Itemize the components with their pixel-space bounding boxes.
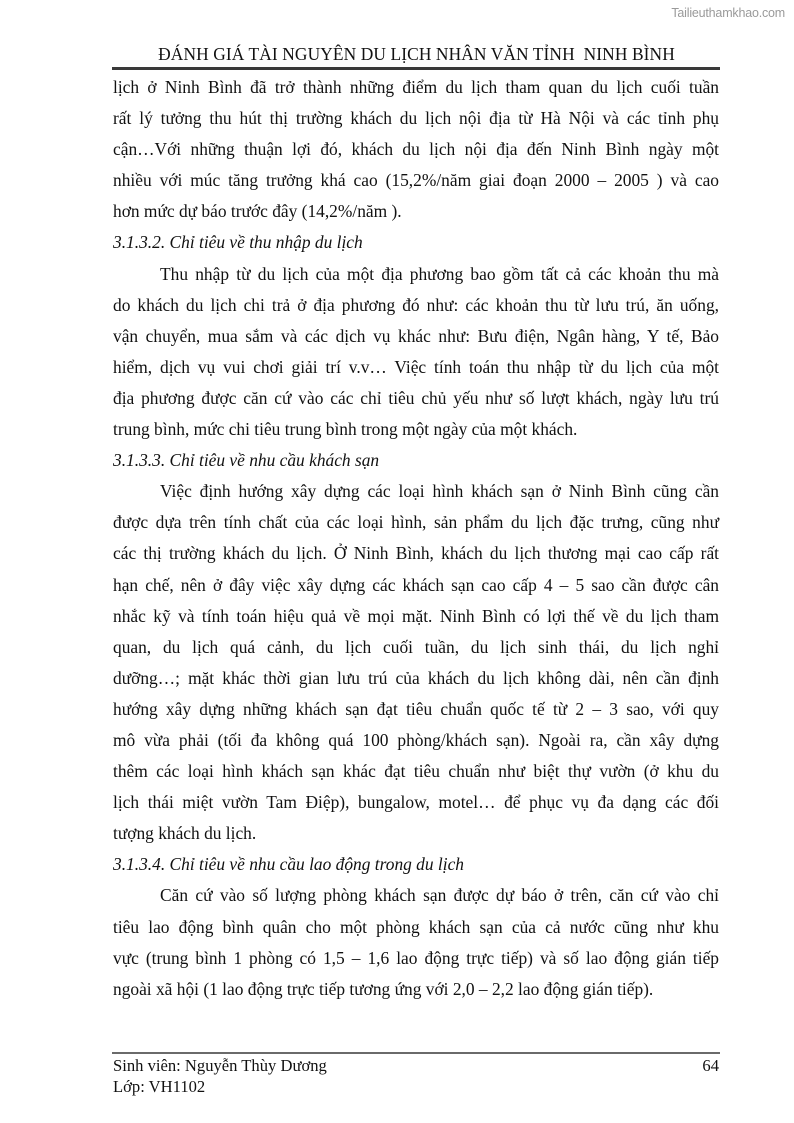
text-line: Việc định hướng xây dựng các loại hình khách sạn ở Ninh Bình cũng cần xyxy=(160,481,719,502)
text-line: các thị trường khách du lịch. Ở Ninh Bình, khách du lịch thương mại cao cấp rất xyxy=(113,543,719,564)
section-heading: 3.1.3.3. Chỉ tiêu về nhu cầu khách sạn xyxy=(113,450,380,471)
text-line: thêm các loại hình khách sạn khác đạt tiêu chuẩn như biệt thự vườn (ở khu du xyxy=(113,761,719,782)
text-line: dưỡng…; mặt khác thời gian lưu trú của khách du lịch không dài, nên cần định xyxy=(113,667,719,688)
text-line: mô vừa phải (tối đa không quá 100 phòng/khách sạn). Ngoài ra, cần xây dựng xyxy=(113,729,719,750)
text-line: rất lý tưởng thu hút thị trường khách du lịch nội địa từ Hà Nội và các tỉnh phụ xyxy=(113,108,719,129)
text-line: do khách du lịch chi trả ở địa phương đó như: các khoản thu từ lưu trú, ăn uống, xyxy=(113,294,719,315)
text-line: tượng khách du lịch. xyxy=(113,823,257,844)
section-income xyxy=(113,227,719,445)
text-line: nhắc kỹ và tính toán hiệu quả về mọi mặt. Ninh Bình có lợi thế về du lịch tham xyxy=(113,605,719,626)
text-line: được dựa trên tính chất của các loại hình, sản phẩm du lịch đặc trưng, cũng như xyxy=(113,512,719,533)
text-line: tiêu lao động bình quân cho một phòng khách sạn của cả nước cũng như khu xyxy=(113,916,719,937)
text-line: hạn chế, nên ở đây việc xây dựng các khách sạn cao cấp 4 – 5 sao cần được cân xyxy=(113,574,719,595)
text-line: hơn mức dự báo trước đây (14,2%/năm ). xyxy=(113,201,402,222)
text-line: vận chuyển, mua sắm và các dịch vụ khác như: Bưu điện, Ngân hàng, Y tế, Bảo xyxy=(113,325,719,346)
page-number: 64 xyxy=(702,1056,719,1075)
text-line: quan, du lịch quá cảnh, du lịch cuối tuần, du lịch sinh thái, du lịch nghỉ xyxy=(113,636,719,657)
text-line: trung bình, mức chi tiêu trung bình trong một ngày của một khách. xyxy=(113,419,578,440)
text-line: lịch ở Ninh Bình đã trở thành những điểm du lịch tham quan du lịch cuối tuần xyxy=(113,77,719,97)
running-header: ĐÁNH GIÁ TÀI NGUYÊN DU LỊCH NHÂN VĂN TỈNH NINH BÌNH xyxy=(158,44,675,64)
text-line: nhiều với múc tăng trưởng khá cao (15,2%/năm giai đoạn 2000 – 2005 ) và cao xyxy=(113,170,719,191)
intro-paragraph xyxy=(113,72,719,227)
section-heading: 3.1.3.4. Chỉ tiêu về nhu cầu lao động trong du lịch xyxy=(113,854,464,875)
watermark: Tailieuthamkhao.com xyxy=(671,6,785,20)
text-line: hướng xây dựng những khách sạn đạt tiêu chuẩn quốc tế từ 2 – 3 sao, với quy xyxy=(113,698,719,719)
page-footer xyxy=(113,1055,719,1097)
section-hotel-demand xyxy=(113,445,719,849)
text-line: hiểm, dịch vụ vui chơi giải trí v.v… Việc tính toán thu nhập từ du lịch của một xyxy=(113,356,719,377)
header-divider xyxy=(112,67,720,70)
text-line: địa phương được căn cứ vào các chỉ tiêu chủ yếu như số lượt khách, ngày lưu trú xyxy=(113,387,719,408)
class-label: Lớp: VH1102 xyxy=(113,1077,206,1096)
footer-divider xyxy=(112,1052,720,1054)
text-line: cận…Với những thuận lợi đó, khách du lịch nội địa đến Ninh Bình ngày một xyxy=(113,139,719,160)
text-line: lịch thái miệt vườn Tam Điệp), bungalow, motel… để phục vụ đa dạng các đối xyxy=(113,792,719,813)
text-line: Căn cứ vào số lượng phòng khách sạn được dự báo ở trên, căn cứ vào chỉ xyxy=(160,885,719,906)
student-name: Sinh viên: Nguyễn Thùy Dương xyxy=(113,1056,327,1075)
page-body xyxy=(113,72,719,1005)
text-line: ngoài xã hội (1 lao động trực tiếp tương ứng với 2,0 – 2,2 lao động gián tiếp). xyxy=(113,978,654,999)
section-labor-demand xyxy=(113,849,719,1004)
section-heading: 3.1.3.2. Chỉ tiêu về thu nhập du lịch xyxy=(113,232,363,253)
text-line: vực (trung bình 1 phòng có 1,5 – 1,6 lao động trực tiếp) và số lao động gián tiếp xyxy=(113,947,719,968)
text-line: Thu nhập từ du lịch của một địa phương bao gồm tất cả các khoản thu mà xyxy=(160,263,719,284)
